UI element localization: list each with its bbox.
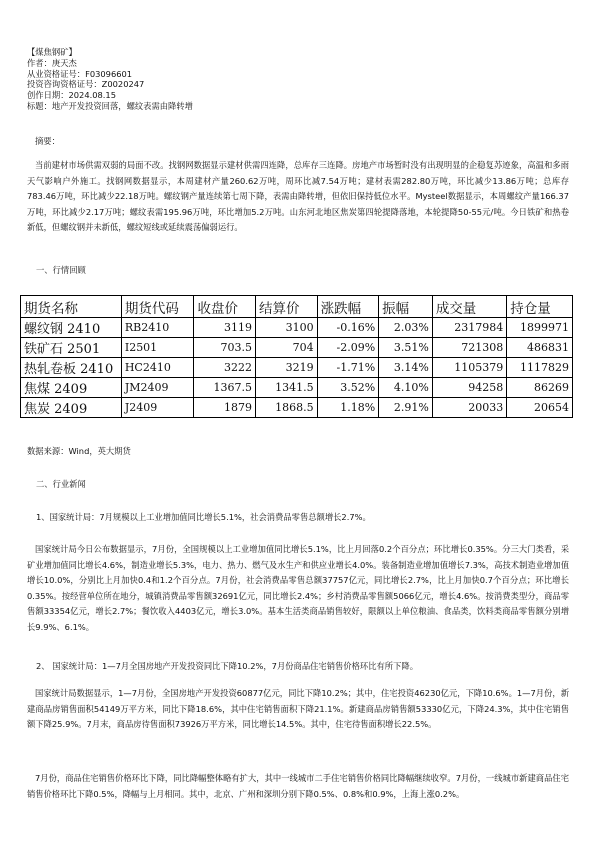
- cell-close: 1367.5: [194, 378, 256, 398]
- table-row: [21, 398, 573, 418]
- cell-name: 焦炭 2409: [21, 398, 122, 418]
- cell-settle: 3219: [256, 358, 318, 378]
- author-line: 作者：庚天杰: [27, 57, 77, 68]
- table-header-row: [21, 296, 573, 318]
- cell-open-interest: 1899971: [507, 318, 573, 338]
- category-tag: 【煤焦钢矿】: [27, 47, 77, 57]
- news-paragraph-1: [27, 542, 569, 636]
- cell-change: -1.71%: [317, 358, 379, 378]
- cell-amplitude: 2.03%: [379, 318, 433, 338]
- news-text-2b: 7月份，商品住宅销售价格环比下降，同比降幅整体略有扩大，其中一线城市二手住宅销售价格同比降幅继续收窄。7月份，一线城市新建商品住宅销售价格环比下降0.5%，降幅与上月相同。其中，北京、广州和深圳分别下降0.5%、0.8%和0.9%，上海上涨0.2%。: [27, 773, 569, 799]
- data-source-note: 数据来源：Wind，英大期货: [27, 446, 131, 456]
- table-row: [21, 378, 573, 398]
- cell-volume: 2317984: [432, 318, 506, 338]
- col-header-code: 期货代码: [121, 296, 194, 318]
- cell-open-interest: 86269: [507, 378, 573, 398]
- cell-change: -2.09%: [317, 338, 379, 358]
- cell-volume: 721308: [432, 338, 506, 358]
- col-header-change: 涨跌幅: [317, 296, 379, 318]
- cell-open-interest: 20654: [507, 398, 573, 418]
- cell-open-interest: 486831: [507, 338, 573, 358]
- document-meta: [27, 47, 193, 112]
- title-line: 标题：地产开发投资回落，螺纹表需由降转增: [27, 100, 193, 111]
- cell-change: 3.52%: [317, 378, 379, 398]
- cell-name: 焦煤 2409: [21, 378, 122, 398]
- table-row: [21, 358, 573, 378]
- cell-code: HC2410: [121, 358, 194, 378]
- cell-amplitude: 2.91%: [379, 398, 433, 418]
- news-paragraph-2: [27, 686, 569, 733]
- section-title-news: 二、行业新闻: [36, 479, 86, 489]
- cell-close: 3222: [194, 358, 256, 378]
- news-title-1: 1、国家统计局：7月规模以上工业增加值同比增长5.1%，社会消费品零售总额增长2.7%。: [36, 512, 371, 522]
- cell-amplitude: 3.51%: [379, 338, 433, 358]
- col-header-settle: 结算价: [256, 296, 318, 318]
- summary-paragraph: [27, 158, 569, 236]
- cell-close: 1879: [194, 398, 256, 418]
- cell-settle: 3100: [256, 318, 318, 338]
- col-header-close: 收盘价: [194, 296, 256, 318]
- cell-volume: 20033: [432, 398, 506, 418]
- section-title-market: 一、行情回顾: [36, 265, 86, 275]
- cell-close: 703.5: [194, 338, 256, 358]
- cell-volume: 94258: [432, 378, 506, 398]
- cell-code: I2501: [121, 338, 194, 358]
- table-row: [21, 338, 573, 358]
- cell-settle: 704: [256, 338, 318, 358]
- table-row: [21, 318, 573, 338]
- cell-open-interest: 1117829: [507, 358, 573, 378]
- cell-settle: 1341.5: [256, 378, 318, 398]
- license-line-2: 投资咨询资格证号：Z0020247: [27, 79, 145, 90]
- summary-text: 当前建材市场供需双弱的局面不改。找钢网数据显示建材供需四连降，总库存三连降。房地产市场暂时没有出现明显的企稳复苏迹象，高温和多雨天气影响户外施工。找钢网数据显示，本周建材产量260.62万吨，周环比减7.54万吨；建材表需282.80万吨，环比减少13.86万吨；总库存783.46万吨，环比减少22.18万吨。螺纹钢产量连续第七周下降，表需由降转增，但依旧保持低位水平。Mysteel数据显示，本周螺纹产量166.37万吨，环比减少2.17万吨；螺纹表需195.96万吨，环比增加5.2万吨。山东河北地区焦炭第四轮提降落地，本轮提降50-55元/吨。今日铁矿和热卷新低，但螺纹钢并未新低，螺纹短线或延续震荡偏弱运行。: [27, 160, 569, 233]
- cell-settle: 1868.5: [256, 398, 318, 418]
- news-title-2: 2、 国家统计局：1—7月全国房地产开发投资同比下降10.2%，7月份商品住宅销售价格环比有所下降。: [36, 661, 418, 671]
- cell-code: J2409: [121, 398, 194, 418]
- cell-volume: 1105379: [432, 358, 506, 378]
- market-table: [20, 295, 573, 418]
- cell-amplitude: 4.10%: [379, 378, 433, 398]
- cell-code: RB2410: [121, 318, 194, 338]
- cell-name: 螺纹钢 2410: [21, 318, 122, 338]
- cell-amplitude: 3.14%: [379, 358, 433, 378]
- cell-name: 热轧卷板 2410: [21, 358, 122, 378]
- cell-close: 3119: [194, 318, 256, 338]
- col-header-volume: 成交量: [432, 296, 506, 318]
- news-text-1: 国家统计局今日公布数据显示，7月份，全国规模以上工业增加值同比增长5.1%，比上月回落0.2个百分点；环比增长0.35%。分三大门类看，采矿业增加值同比增长4.6%，制造业增长5.3%，电力、热力、燃气及水生产和供应业增长4.0%。装备制造业增加值增长7.3%，高技术制造业增加值增长10.0%，分别比上月加快0.4和1.2个百分点。7月份，社会消费品零售总额37757亿元，同比增长2.7%，比上月加快0.7个百分点；环比增长0.35%。按经营单位所在地分，城镇消费品零售额32691亿元，同比增长2.4%；乡村消费品零售额5066亿元，增长4.6%。按消费类型分，商品零售额33354亿元，增长2.7%；餐饮收入4403亿元，增长3.0%。基本生活类商品销售较好，限额以上单位粮油、食品类，饮料类商品零售额分别增长9.9%、6.1%。: [27, 544, 569, 632]
- cell-change: -0.16%: [317, 318, 379, 338]
- summary-label: 摘要：: [35, 136, 60, 146]
- license-line-1: 从业资格证号：F03096601: [27, 68, 133, 79]
- col-header-open-interest: 持仓量: [507, 296, 573, 318]
- date-line: 创作日期：2024.08.15: [27, 90, 116, 101]
- col-header-amplitude: 振幅: [379, 296, 433, 318]
- cell-change: 1.18%: [317, 398, 379, 418]
- cell-name: 铁矿石 2501: [21, 338, 122, 358]
- cell-code: JM2409: [121, 378, 194, 398]
- news-paragraph-3: [27, 771, 569, 802]
- col-header-name: 期货名称: [21, 296, 122, 318]
- news-text-2a: 国家统计局数据显示，1—7月份，全国房地产开发投资60877亿元，同比下降10.2%；其中，住宅投资46230亿元，下降10.6%。1—7月份，新建商品房销售面积54149万平方米，同比下降18.6%，其中住宅销售面积下降21.1%。新建商品房销售额53330亿元，下降24.3%，其中住宅销售额下降25.9%。7月末，商品房待售面积73926万平方米，同比增长14.5%。其中，住宅待售面积增长22.5%。: [27, 688, 569, 730]
